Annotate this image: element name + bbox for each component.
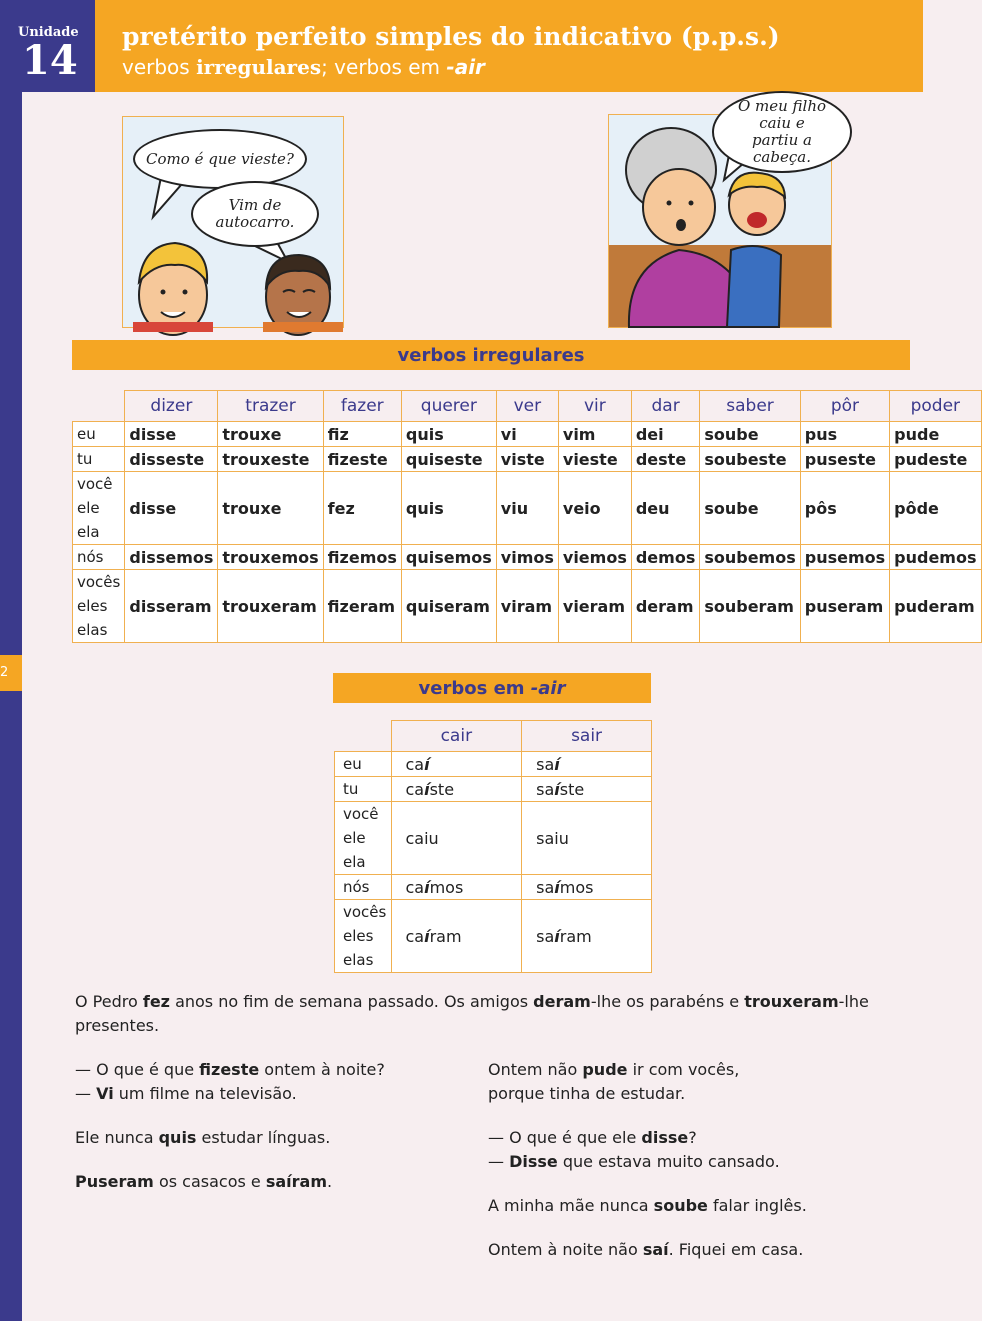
verb-form-cell: disse	[125, 422, 218, 447]
speech-bubble-question: Como é que vieste?	[133, 129, 307, 189]
verb-form-cell: saíram	[522, 900, 652, 973]
verb-form-cell: caí	[391, 752, 522, 777]
unit-number: 14	[22, 37, 78, 84]
example-line: A minha mãe nunca soube falar inglês.	[488, 1196, 807, 1215]
verb-form-cell: viemos	[558, 545, 631, 570]
verb-form-cell: fiz	[323, 422, 401, 447]
verb-form-cell: viste	[496, 447, 558, 472]
pronoun: tu	[77, 450, 93, 468]
verb-form-cell: pus	[800, 422, 889, 447]
verb-form-cell: caiu	[391, 802, 522, 875]
pronoun: eles	[77, 597, 108, 615]
verb-column-header: trazer	[218, 391, 323, 422]
verb-form-cell: soube	[700, 422, 800, 447]
verb-form-cell: soubeste	[700, 447, 800, 472]
pronoun: ele	[343, 829, 366, 847]
unit-label: Unidade	[18, 25, 79, 40]
verb-form-cell: caímos	[391, 875, 522, 900]
example-line: — O que é que ele disse?	[488, 1128, 697, 1147]
verb-column-header: cair	[391, 721, 522, 752]
verb-form-cell: deu	[631, 472, 700, 545]
verb-form-cell: disseram	[125, 570, 218, 643]
table-row	[335, 900, 652, 973]
pronoun-cell	[335, 752, 392, 777]
pronoun: eu	[343, 755, 362, 773]
verb-column-header: saber	[700, 391, 800, 422]
verb-form-cell: pudeste	[890, 447, 981, 472]
verb-form-cell: soube	[700, 472, 800, 545]
table-row	[335, 777, 652, 802]
verb-form-cell: veio	[558, 472, 631, 545]
example-line: Ele nunca quis estudar línguas.	[75, 1128, 331, 1147]
pronoun-cell	[335, 900, 392, 973]
pronoun-cell	[73, 570, 125, 643]
verb-form-cell: quiseste	[401, 447, 496, 472]
page-number-tab	[0, 655, 22, 691]
example-line: porque tinha de estudar.	[488, 1084, 686, 1103]
verb-form-cell: caíram	[391, 900, 522, 973]
verb-form-cell: souberam	[700, 570, 800, 643]
page-subtitle: verbos irregulares; verbos em -air	[122, 55, 485, 79]
verb-form-cell: trouxeste	[218, 447, 323, 472]
verb-form-cell: pôde	[890, 472, 981, 545]
pronoun-cell	[335, 802, 392, 875]
example-line: — Disse que estava muito cansado.	[488, 1152, 780, 1171]
pronoun-cell	[73, 545, 125, 570]
verb-column-header: dizer	[125, 391, 218, 422]
verb-column-header: fazer	[323, 391, 401, 422]
pronoun: elas	[77, 621, 108, 639]
table-row	[73, 447, 982, 472]
verb-form-cell: vim	[558, 422, 631, 447]
pronoun: vocês	[343, 903, 387, 921]
verb-form-cell: disse	[125, 472, 218, 545]
example-paragraph: O Pedro fez anos no fim de semana passado. Os amigos deram-lhe os parabéns e trouxeram-lhe presentes.	[75, 992, 869, 1035]
verb-form-cell: vi	[496, 422, 558, 447]
pronoun-cell	[335, 875, 392, 900]
pronoun: ela	[343, 853, 366, 871]
table-row	[73, 570, 982, 643]
example-line: — Vi um filme na televisão.	[75, 1084, 297, 1103]
example-block	[75, 1126, 475, 1150]
table-row	[73, 472, 982, 545]
verb-column-header: ver	[496, 391, 558, 422]
pronoun-cell	[73, 422, 125, 447]
pronoun: nós	[343, 878, 370, 896]
table-row	[335, 752, 652, 777]
verb-form-cell: trouxemos	[218, 545, 323, 570]
pronoun: tu	[343, 780, 359, 798]
irregular-verbs-heading: verbos irregulares	[72, 340, 910, 370]
pronoun: eles	[343, 927, 374, 945]
verb-form-cell: deram	[631, 570, 700, 643]
verb-form-cell: dei	[631, 422, 700, 447]
verb-form-cell: soubemos	[700, 545, 800, 570]
comic-right	[608, 97, 832, 328]
verb-form-cell: demos	[631, 545, 700, 570]
verb-form-cell: puseste	[800, 447, 889, 472]
pronoun: eu	[77, 425, 96, 443]
table-row	[73, 422, 982, 447]
table-row	[335, 875, 652, 900]
pronoun: você	[343, 805, 379, 823]
pronoun-cell	[335, 777, 392, 802]
example-block	[488, 1238, 908, 1262]
verb-form-cell: puderam	[890, 570, 981, 643]
pronoun: elas	[343, 951, 374, 969]
verb-form-cell: quis	[401, 422, 496, 447]
verb-column-header: querer	[401, 391, 496, 422]
verb-form-cell: vieram	[558, 570, 631, 643]
verb-form-cell: fizeste	[323, 447, 401, 472]
verb-form-cell: caíste	[391, 777, 522, 802]
speech-bubble-answer: Vim de autocarro.	[191, 181, 319, 247]
verb-column-header: sair	[522, 721, 652, 752]
verb-column-header: poder	[890, 391, 981, 422]
example-line: — O que é que fizeste ontem à noite?	[75, 1060, 385, 1079]
verb-form-cell: pudemos	[890, 545, 981, 570]
verb-column-header: vir	[558, 391, 631, 422]
verb-form-cell: saíste	[522, 777, 652, 802]
verb-form-cell: pôs	[800, 472, 889, 545]
verb-form-cell: puseram	[800, 570, 889, 643]
example-block	[488, 1058, 908, 1106]
example-line: Ontem não pude ir com vocês,	[488, 1060, 740, 1079]
table-row	[73, 545, 982, 570]
verb-form-cell: viram	[496, 570, 558, 643]
verb-form-cell: saí	[522, 752, 652, 777]
verb-form-cell: trouxeram	[218, 570, 323, 643]
air-verbs-heading: verbos em -air	[333, 673, 651, 703]
pronoun-cell	[73, 447, 125, 472]
examples-left-column	[75, 1058, 475, 1214]
air-verbs-table	[334, 720, 652, 973]
verb-form-cell: deste	[631, 447, 700, 472]
irregular-verbs-header-row	[73, 391, 982, 422]
verb-form-cell: viu	[496, 472, 558, 545]
example-line: Ontem à noite não saí. Fiquei em casa.	[488, 1240, 804, 1259]
pronoun: vocês	[77, 573, 121, 591]
verb-form-cell: quis	[401, 472, 496, 545]
verb-form-cell: trouxe	[218, 422, 323, 447]
example-line: Puseram os casacos e saíram.	[75, 1172, 333, 1191]
verb-form-cell: trouxe	[218, 472, 323, 545]
pronoun: ele	[77, 499, 100, 517]
page-title: pretérito perfeito simples do indicativo (p.p.s.)	[122, 22, 780, 51]
speech-bubble-mother: O meu filho caiu e partiu a cabeça.	[712, 91, 852, 173]
irregular-verbs-table	[72, 390, 982, 643]
example-block	[488, 1126, 908, 1174]
verb-column-header: dar	[631, 391, 700, 422]
pronoun: você	[77, 475, 113, 493]
verb-form-cell: dissemos	[125, 545, 218, 570]
air-verbs-header-row	[335, 721, 652, 752]
pronoun: nós	[77, 548, 104, 566]
verb-form-cell: saímos	[522, 875, 652, 900]
pronoun-cell	[73, 472, 125, 545]
verb-form-cell: vimos	[496, 545, 558, 570]
table-row	[335, 802, 652, 875]
verb-form-cell: fizeram	[323, 570, 401, 643]
verb-form-cell: vieste	[558, 447, 631, 472]
verb-form-cell: saiu	[522, 802, 652, 875]
unit-box	[0, 0, 95, 92]
page-number: 2	[0, 665, 9, 680]
verb-form-cell: quisemos	[401, 545, 496, 570]
examples-right-column	[488, 1058, 908, 1282]
verb-form-cell: pusemos	[800, 545, 889, 570]
example-block	[75, 1058, 475, 1106]
table-corner	[335, 721, 392, 752]
verb-form-cell: fez	[323, 472, 401, 545]
verb-form-cell: disseste	[125, 447, 218, 472]
verb-form-cell: quiseram	[401, 570, 496, 643]
verb-form-cell: pude	[890, 422, 981, 447]
table-corner	[73, 391, 125, 422]
example-block	[488, 1194, 908, 1218]
verb-form-cell: fizemos	[323, 545, 401, 570]
example-block	[75, 1170, 475, 1194]
pronoun: ela	[77, 523, 100, 541]
verb-column-header: pôr	[800, 391, 889, 422]
comic-left	[122, 116, 344, 328]
